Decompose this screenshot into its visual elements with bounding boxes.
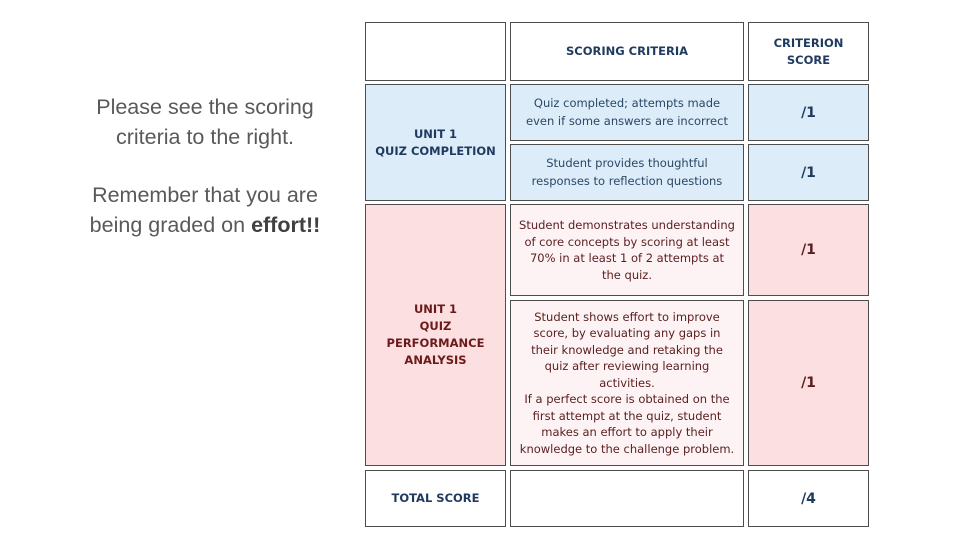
instructions-line-4-prefix: being graded on <box>89 213 252 237</box>
header-empty-cell <box>365 22 506 81</box>
instructions-line-3: Remember that you are <box>92 183 318 207</box>
instructions-text <box>62 92 348 240</box>
instructions-line-1: Please see the scoring <box>96 95 314 119</box>
section-quiz-completion-label: UNIT 1 QUIZ COMPLETION <box>365 84 506 201</box>
total-score-label: TOTAL SCORE <box>365 470 506 527</box>
effort-emphasis: effort!! <box>251 213 321 237</box>
score-quiz-completed: /1 <box>748 84 869 141</box>
total-score-value: /4 <box>748 470 869 527</box>
criteria-effort-improve: Student shows effort to improve score, by evaluating any gaps in their knowledge and retaking the quiz after reviewing learning activities. If a perfect score is obtained on the first attempt at the quiz, student makes an effort to apply their knowledge to the challenge problem. <box>510 300 744 466</box>
score-reflection-responses: /1 <box>748 144 869 201</box>
score-core-concepts: /1 <box>748 204 869 296</box>
instructions-line-2: criteria to the right. <box>115 125 295 149</box>
score-effort-improve: /1 <box>748 300 869 466</box>
instructions-line-4 <box>62 210 348 240</box>
total-criteria-empty <box>510 470 744 527</box>
section-performance-analysis-label: UNIT 1 QUIZ PERFORMANCE ANALYSIS <box>365 204 506 466</box>
criteria-quiz-completed: Quiz completed; attempts made even if some answers are incorrect <box>510 84 744 141</box>
criteria-core-concepts: Student demonstrates understanding of core concepts by scoring at least 70% in at least 1 of 2 attempts at the quiz. <box>510 204 744 296</box>
header-scoring-criteria: SCORING CRITERIA <box>510 22 744 81</box>
header-criterion-score: CRITERION SCORE <box>748 22 869 81</box>
criteria-reflection-responses: Student provides thoughtful responses to reflection questions <box>510 144 744 201</box>
